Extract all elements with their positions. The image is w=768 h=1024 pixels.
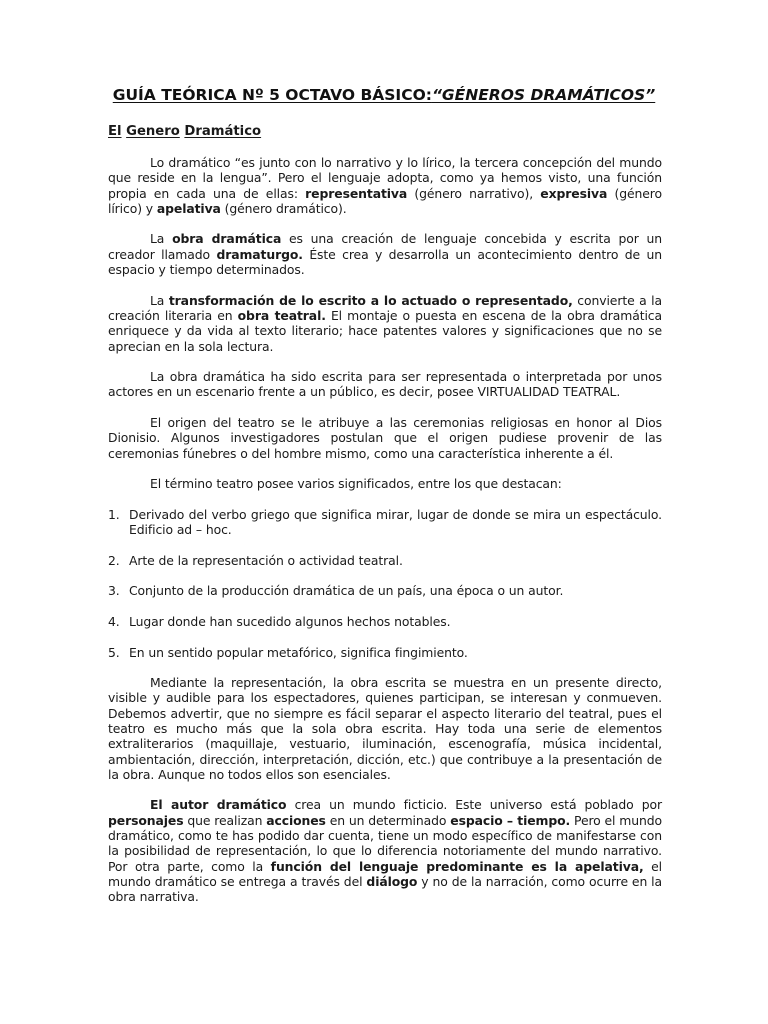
meaning-item xyxy=(108,614,662,629)
meanings-list xyxy=(108,507,662,660)
bold-term: espacio – tiempo. xyxy=(450,812,571,828)
text-run: (género narrativo), xyxy=(407,185,541,201)
paragraph xyxy=(108,231,662,277)
paragraph xyxy=(108,369,662,400)
section-heading xyxy=(108,124,261,139)
document-body xyxy=(108,155,662,920)
meaning-number: 5. xyxy=(108,644,120,660)
paragraph xyxy=(108,675,662,782)
bold-term: personajes xyxy=(108,812,184,828)
text-run: Éste crea y desarrolla un acontecimiento dentro de un espacio y tiempo determinados. xyxy=(108,246,662,278)
meaning-item xyxy=(108,583,662,598)
paragraph-group-intro xyxy=(108,155,662,492)
title-main: GUÍA TEÓRICA Nº 5 OCTAVO BÁSICO: xyxy=(112,86,432,104)
text-run: El término teatro posee varios significados, entre los que destacan: xyxy=(150,476,562,492)
bold-term: acciones xyxy=(266,812,326,828)
text-run: La xyxy=(150,292,169,308)
bold-term: obra dramática xyxy=(172,231,282,247)
bold-term: función del lenguaje predominante es la apelativa, xyxy=(270,858,644,874)
text-run: el mundo dramático se entrega a través del xyxy=(108,858,662,889)
text-run: Lo dramático “es junto con lo narrativo y lo lírico, la tercera concepción del mundo que reside en la lengua”. Pero el lenguaje adopta, como ya hemos visto, una función propia en cada una de ellas: xyxy=(108,155,662,201)
text-run: y no de la narración, como ocurre en la obra narrativa. xyxy=(108,873,663,905)
bold-term: diálogo xyxy=(366,873,418,889)
bold-term: apelativa xyxy=(156,200,221,216)
text-run: crea un mundo ficticio. Este universo está poblado por xyxy=(286,797,662,813)
meaning-text: Derivado del verbo griego que significa mirar, lugar de donde se mira un espectáculo. Edificio ad – hoc. xyxy=(129,506,662,538)
meaning-number: 2. xyxy=(108,552,120,568)
text-run: El montaje o puesta en escena de la obra dramática enriquece y da vida al texto literario; hace patentes valores y significaciones que no se aprecian en la sola lectura. xyxy=(108,307,662,354)
text-run: La obra dramática ha sido escrita para ser representada o interpretada por unos actores en un escenario frente a un público, es decir, posee VIRTUALIDAD TEATRAL. xyxy=(108,369,662,400)
text-run: convierte a la creación literaria en xyxy=(108,292,663,323)
paragraph xyxy=(108,797,662,904)
meaning-text: Arte de la representación o actividad teatral. xyxy=(129,552,403,568)
paragraph-group-closing xyxy=(108,675,662,904)
meaning-number: 4. xyxy=(108,613,120,629)
meaning-text: Conjunto de la producción dramática de un país, una época o un autor. xyxy=(129,583,564,599)
meaning-text: En un sentido popular metafórico, significa fingimiento. xyxy=(129,644,468,660)
paragraph xyxy=(108,476,662,491)
paragraph xyxy=(108,155,662,216)
section-heading-word: Dramático xyxy=(184,124,262,139)
bold-term: El autor dramático xyxy=(150,797,287,813)
text-run: (género lírico) y xyxy=(108,185,662,216)
document-title xyxy=(0,86,768,104)
bold-term: dramaturgo. xyxy=(216,246,303,262)
meaning-number: 3. xyxy=(108,583,120,599)
text-run: El origen del teatro se le atribuye a las ceremonias religiosas en honor al Dios Dionisio. Algunos investigadores postulan que el origen pudiese provenir de las ceremonias fúnebres o del hombre mismo, como una característica inherente a él. xyxy=(108,415,662,461)
bold-term: expresiva xyxy=(540,185,608,201)
bold-term: representativa xyxy=(305,185,408,201)
meaning-item xyxy=(108,507,662,538)
bold-term: obra teatral. xyxy=(237,307,326,323)
paragraph xyxy=(108,415,662,461)
meaning-item xyxy=(108,553,662,568)
section-heading-word: Genero xyxy=(126,124,180,139)
meaning-text: Lugar donde han sucedido algunos hechos notables. xyxy=(129,613,451,629)
title-topic: “GÉNEROS DRAMÁTICOS” xyxy=(431,86,656,104)
text-run: (género dramático). xyxy=(220,200,347,216)
bold-term: transformación de lo escrito a lo actuado o representado, xyxy=(168,292,573,308)
text-run: que realizan xyxy=(183,812,267,828)
meaning-item xyxy=(108,645,662,660)
text-run: La xyxy=(150,231,173,247)
text-run: Pero el mundo dramático, como te has podido dar cuenta, tiene un modo específico de manifestarse con la posibilidad de representación, lo que lo diferencia notoriamente del mundo narrativo. Por otra parte, como la xyxy=(108,812,662,874)
text-run: Mediante la representación, la obra escrita se muestra en un presente directo, visible y audible para los espectadores, quienes participan, se interesan y conmueven. Debemos advertir, que no siempre es fácil separar el aspecto literario del teatral, pues el teatro es mucho más que la sola obra escrita. Hay toda una serie de elementos extraliterarios (maquillaje, vestuario, iluminación, escenografía, música incidental, ambientación, dirección, interpretación, dicción, etc.) que contribuye a la presentación de la obra. Aunque no todos ellos son esenciales. xyxy=(108,675,662,782)
meaning-number: 1. xyxy=(108,506,120,522)
section-heading-word: El xyxy=(108,124,122,139)
text-run: en un determinado xyxy=(325,812,451,828)
paragraph xyxy=(108,293,662,354)
text-run: es una creación de lenguaje concebida y escrita por un creador llamado xyxy=(108,231,662,262)
